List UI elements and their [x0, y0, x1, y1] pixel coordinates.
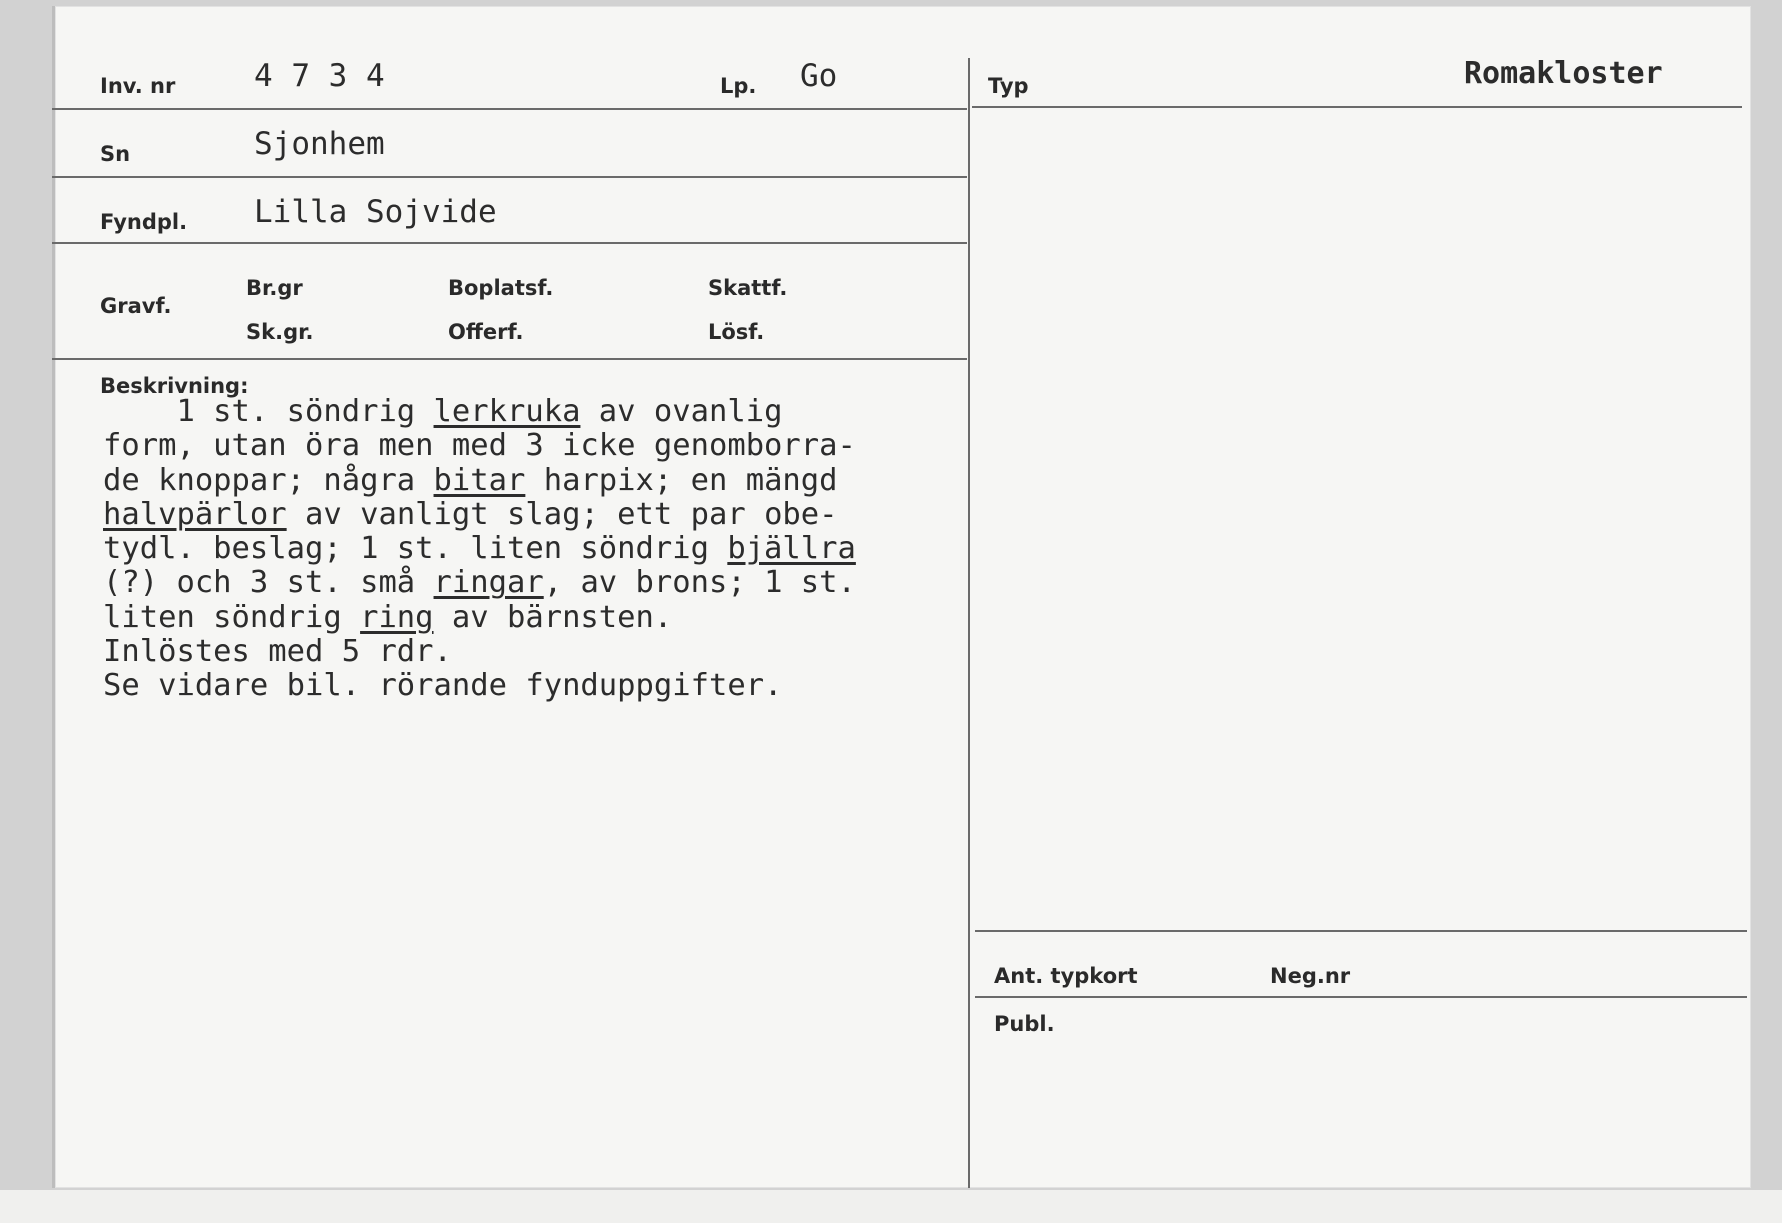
desc-line-9: Se vidare bil. rörande fynduppgifter.: [103, 668, 783, 704]
neg-nr-label: Neg.nr: [1270, 964, 1351, 988]
fyndpl-label: Fyndpl.: [100, 210, 188, 234]
row-divider-sn: [52, 176, 967, 178]
desc-line-6: (?) och 3 st. små ringar, av brons; 1 st.: [103, 565, 856, 601]
publ-label: Publ.: [994, 1012, 1055, 1036]
inv-nr-label: Inv. nr: [100, 74, 176, 98]
typ-label: Typ: [988, 74, 1029, 98]
desc-line-2: form, utan öra men med 3 icke genomborra-: [103, 428, 856, 464]
row-divider-publ: [975, 996, 1747, 998]
desc-line-7: liten söndrig ring av bärnsten.: [103, 599, 673, 635]
row-divider-fyndpl: [52, 242, 967, 244]
offerf-label: Offerf.: [448, 320, 524, 344]
row-divider-gravf: [52, 358, 967, 360]
boplatsf-label: Boplatsf.: [448, 276, 554, 300]
desc-line-4: halvpärlor av vanligt slag; ett par obe-: [103, 496, 838, 532]
desc-line-5: tydl. beslag; 1 st. liten söndrig bjällra: [103, 531, 856, 567]
row-divider-ant: [975, 930, 1747, 932]
lp-value: Go: [800, 58, 838, 94]
desc-line-8: Inlöstes med 5 rdr.: [103, 634, 452, 670]
ant-typkort-label: Ant. typkort: [994, 964, 1138, 988]
inv-nr-value: 4 7 3 4: [254, 58, 385, 94]
scan-margin: [0, 1190, 1782, 1223]
row-divider-inv: [52, 108, 967, 110]
br-gr-label: Br.gr: [246, 276, 303, 300]
row-divider-typ: [972, 106, 1742, 108]
desc-line-1: 1 st. söndrig lerkruka av ovanlig: [103, 394, 783, 429]
losf-label: Lösf.: [708, 320, 765, 344]
sn-label: Sn: [100, 142, 131, 166]
fyndpl-value: Lilla Sojvide: [254, 194, 497, 230]
column-divider: [968, 58, 970, 1188]
skattf-label: Skattf.: [708, 276, 788, 300]
sk-gr-label: Sk.gr.: [246, 320, 314, 344]
desc-line-3: de knoppar; några bitar harpix; en mängd: [103, 462, 838, 498]
lp-label: Lp.: [720, 74, 757, 98]
description-text: [103, 395, 856, 704]
typ-value: Romakloster: [1464, 56, 1663, 91]
sn-value: Sjonhem: [254, 126, 385, 162]
beskrivning-label: Beskrivning:: [100, 374, 249, 398]
gravf-label: Gravf.: [100, 294, 172, 318]
